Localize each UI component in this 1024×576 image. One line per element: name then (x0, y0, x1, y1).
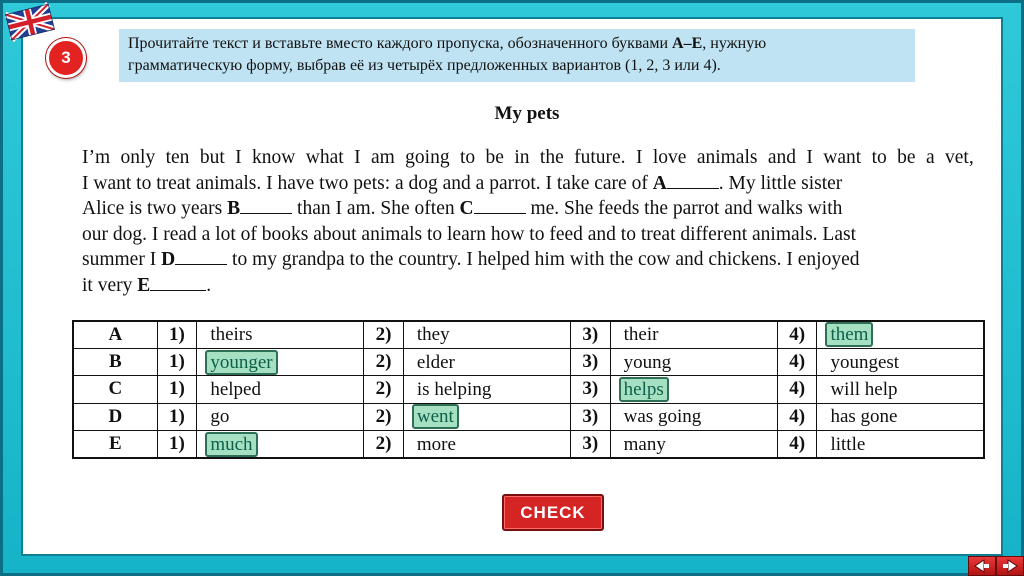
passage-word: I (235, 147, 242, 168)
option-text[interactable]: young (623, 351, 672, 373)
option-cell[interactable] (610, 403, 777, 430)
passage-word: love (652, 147, 687, 168)
table-row (73, 321, 984, 348)
option-number: 4) (777, 431, 817, 458)
option-number: 4) (777, 403, 817, 430)
option-cell[interactable] (197, 321, 364, 348)
instruction-text-3: грамматическую форму, выбрав её из четырёх предложенных вариантов (1, 2, 3 или 4). (128, 57, 721, 74)
passage-line-1 (82, 145, 974, 171)
passage-word: the (539, 147, 564, 168)
option-text[interactable]: elder (416, 351, 455, 373)
passage-word: I (806, 147, 813, 168)
option-number: 2) (364, 403, 404, 430)
passage-word: ten (165, 147, 190, 168)
passage-line-3 (82, 196, 974, 222)
option-number: 2) (364, 376, 404, 403)
instruction-letters: A–E (672, 35, 703, 52)
selected-option[interactable]: helps (619, 377, 669, 402)
option-cell[interactable] (403, 403, 570, 430)
option-cell[interactable] (817, 403, 984, 430)
uk-flag-icon (2, 2, 58, 42)
passage-line-5 (82, 247, 974, 273)
passage-text: Alice is two years B than I am. She often C me. She feeds the parrot and walks with (82, 198, 843, 219)
gap-label-c: C (459, 198, 474, 219)
gap-label-e: E (137, 274, 151, 296)
prev-slide-button[interactable] (968, 556, 996, 576)
passage-word: I (354, 147, 361, 168)
passage-word: want (823, 147, 862, 168)
option-text[interactable]: has gone (830, 406, 898, 428)
option-number: 3) (570, 403, 610, 430)
option-text[interactable]: many (623, 433, 666, 455)
gap-label-b: B (227, 198, 241, 219)
option-cell[interactable] (197, 376, 364, 403)
option-cell[interactable] (610, 376, 777, 403)
option-number: 3) (570, 348, 610, 375)
option-cell[interactable] (817, 431, 984, 458)
selected-option[interactable]: them (825, 322, 873, 347)
gap-e-blank (150, 274, 206, 291)
passage-line-6 (82, 273, 974, 299)
passage-word: going (405, 147, 450, 168)
passage-text: our dog. I read a lot of books about animals to learn how to feed and to treat different animals. Last (82, 223, 856, 245)
option-text[interactable]: will help (830, 378, 898, 400)
passage-word: vet, (945, 147, 974, 168)
passage-word: am (370, 147, 395, 168)
option-text[interactable]: go (210, 406, 230, 428)
row-letter: B (73, 348, 157, 375)
next-slide-button[interactable] (996, 556, 1024, 576)
passage-word: know (252, 147, 296, 168)
option-text[interactable]: they (416, 324, 450, 346)
reading-passage (82, 145, 974, 298)
option-number: 2) (364, 321, 404, 348)
passage-word: future. (574, 147, 626, 168)
answer-options-table (72, 320, 985, 459)
option-number: 1) (157, 431, 197, 458)
passage-word: but (199, 147, 225, 168)
option-text[interactable]: their (623, 324, 659, 346)
option-number: 1) (157, 376, 197, 403)
option-text[interactable]: youngest (830, 351, 900, 373)
option-cell[interactable] (817, 348, 984, 375)
row-letter: E (73, 431, 157, 458)
option-cell[interactable] (197, 431, 364, 458)
option-number: 3) (570, 321, 610, 348)
instruction-text-2: , нужную (702, 35, 767, 52)
passage-word: to (871, 147, 887, 168)
passage-title: My pets (494, 103, 560, 124)
option-number: 1) (157, 403, 197, 430)
option-cell[interactable] (197, 348, 364, 375)
option-cell[interactable] (403, 431, 570, 458)
option-cell[interactable] (817, 321, 984, 348)
row-letter: A (73, 321, 157, 348)
option-number: 4) (777, 376, 817, 403)
option-number: 4) (777, 348, 817, 375)
option-cell[interactable] (197, 403, 364, 430)
gap-label-a: A (652, 172, 667, 194)
passage-word: to (459, 147, 476, 168)
arrow-left-icon (973, 559, 991, 573)
option-cell[interactable] (403, 321, 570, 348)
option-text[interactable]: more (416, 433, 456, 455)
selected-option[interactable]: went (412, 404, 459, 429)
passage-word: only (120, 147, 156, 168)
passage-word: a (925, 147, 935, 168)
passage-text: summer I D to my grandpa to the country. I helped him with the cow and chickens. I enjoyed (82, 249, 860, 270)
task-number-badge: 3 (46, 38, 86, 78)
option-number: 2) (364, 431, 404, 458)
option-number: 3) (570, 431, 610, 458)
table-row (73, 431, 984, 458)
passage-line-4 (82, 222, 974, 248)
passage-line-2 (82, 171, 974, 197)
option-cell[interactable] (610, 348, 777, 375)
gap-b-blank (240, 197, 292, 214)
option-number: 1) (157, 348, 197, 375)
option-text[interactable]: is helping (416, 378, 492, 400)
passage-word: in (514, 147, 530, 168)
gap-d-blank (175, 248, 227, 265)
option-number: 3) (570, 376, 610, 403)
option-cell[interactable] (817, 376, 984, 403)
passage-word: what (305, 147, 344, 168)
passage-word: and (767, 147, 797, 168)
option-cell[interactable] (403, 348, 570, 375)
option-text[interactable]: theirs (210, 324, 253, 346)
passage-word: animals (696, 147, 758, 168)
passage-text: it very E . (82, 274, 212, 296)
row-letter: C (73, 376, 157, 403)
option-text[interactable]: helped (210, 378, 261, 400)
option-cell[interactable] (403, 376, 570, 403)
passage-word: be (897, 147, 916, 168)
option-text[interactable]: was going (623, 406, 702, 428)
passage-word: be (485, 147, 504, 168)
option-cell[interactable] (610, 431, 777, 458)
row-letter: D (73, 403, 157, 430)
instruction-text-1: Прочитайте текст и вставьте вместо каждого пропуска, обозначенного буквами (128, 35, 673, 52)
gap-a-blank (667, 172, 719, 189)
option-number: 4) (777, 321, 817, 348)
table-row (73, 403, 984, 430)
passage-word: I (635, 147, 643, 168)
gap-label-d: D (161, 249, 176, 270)
gap-c-blank (474, 197, 526, 214)
option-number: 1) (157, 321, 197, 348)
table-row (73, 376, 984, 403)
option-cell[interactable] (610, 321, 777, 348)
option-text[interactable]: little (830, 433, 866, 455)
arrow-right-icon (1001, 559, 1019, 573)
passage-word: I’m (82, 147, 111, 168)
table-row (73, 348, 984, 375)
check-button[interactable]: CHECK (502, 494, 604, 531)
selected-option[interactable]: much (205, 432, 257, 457)
selected-option[interactable]: younger (205, 350, 277, 375)
task-instruction (119, 29, 915, 82)
passage-text: I want to treat animals. I have two pets: a dog and a parrot. I take care of A . My little sister (82, 172, 843, 194)
option-number: 2) (364, 348, 404, 375)
